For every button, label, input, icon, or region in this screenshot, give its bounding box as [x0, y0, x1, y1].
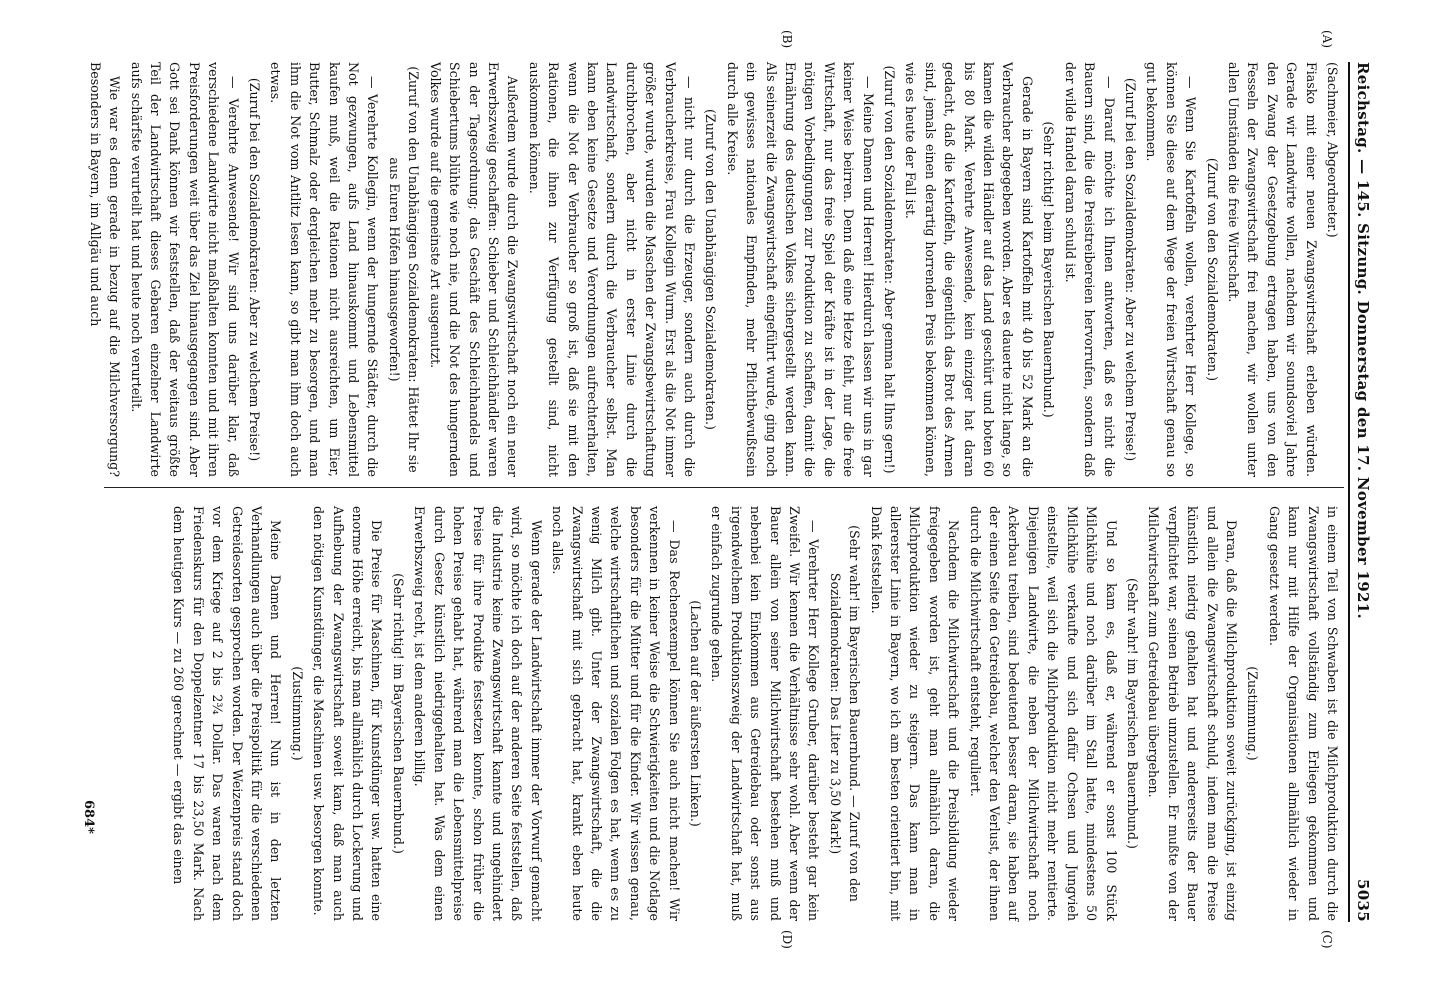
- page-number: 5035: [1354, 879, 1372, 922]
- interjection: (Zuruf von den Unabhängigen Sozialdemokraten: Hättet Ihr sie aus Euren Höfen hinausgeworfen!): [386, 66, 422, 473]
- paragraph: Außerdem wurde durch die Zwangswirtschaft noch ein neuer Erwerbszweig geschaffen: Schieber und Schleichhändler waren an der Tagesordnung; das Geschäft des Schleichhandels und Schiebertums blühte wie noch nie, und die Not des hungernden Volkes wurde auf die gemeinste Art ausgenutzt.: [427, 62, 521, 477]
- margin-marker-c: (C): [1320, 930, 1334, 949]
- page-header: [1354, 62, 1378, 922]
- paragraph: — Verehrter Herr Kollege Gruber, darüber besteht gar kein Zweifel. Wir kennen die Verhältnisse sehr wohl. Aber wenn der Bauer allein von seiner Milchwirtschaft bestehen muß und nebenbei kein Einkommen aus Getreidebau oder sonst aus irgendwelchem Produktionszweig der Landwirtschaft hat, muß er einfach zugrunde gehen.: [709, 506, 822, 921]
- interjection: (Zustimmung.): [289, 666, 305, 761]
- interjection: (Sehr richtig! beim Bayerischen Bauernbund.): [1041, 121, 1057, 418]
- paragraph: Wenn gerade der Landwirtschaft immer der Vorwurf gemacht wird, so möchte ich doch auf der anderen Seite feststellen, daß die Industrie keine Zwangswirtschaft kannte und ungehindert Preise für ihre Produkte festsetzen konnte, schon früher die hohen Preise gehabt hat, während man die Lebensmittelpreise durch Gesetz künstlich niedriggehalten hat. Was dem einen Erwerbszweig recht, ist dem anderen billig.: [412, 506, 544, 921]
- header-rule: [1348, 62, 1350, 922]
- left-column: [87, 62, 1342, 477]
- paragraph: Gerade in Bayern sind Kartoffeln mit 40 bis 52 Mark an die Verbraucher abgegeben worden. Aber es dauerte nicht lange, so kamen die wilden Händler auf das Land geschürt und boten 60 bis 80 Mark. Verehrte Anwesende, kein einziger hat daran gedacht, daß die Kartoffeln, die eigentlich das Brot des Armen sind, jemals einen derartig horrenden Preis bekommen können, wie es heute der Fall ist.: [903, 62, 1035, 477]
- header-title: Reichstag. — 145. Sitzung. Donnerstag den 17. November 1921.: [1354, 62, 1372, 619]
- paragraph: — Verehrte Kollegin, wenn der hungernde Städter, durch die Not gezwungen, aufs Land hinauskommt und Lebensmittel kaufen muß, weil die Rationen nicht ausreichten, um Eier, Butter, Schmalz oder dergleichen mehr zu besorgen, und man ihm die Not vom Antlitz lesen kann, so gibt man ihm doch auch etwas.: [268, 62, 381, 477]
- interjection: (Sehr wahr! im Bayerischen Bauernbund.): [1124, 578, 1140, 849]
- paragraph: Fiasko mit einer neuen Zwangswirtschaft erleben würden. Gerade wir Landwirte wollen, nachdem wir soundsoviel Jahre den Zwang der Gesetzgebung ertragen haben, uns von den Fesseln der Zwangswirtschaft frei machen, wir wollen unter allen Umständen die freie Wirtschaft.: [1225, 62, 1319, 477]
- interjection: (Sehr wahr! im Bayerischen Bauernbund. — Zuruf von den Sozialdemokraten: Das Liter zu 3,50 Mark!): [827, 525, 863, 902]
- interjection: (Lachen auf der äußersten Linken.): [688, 600, 703, 827]
- paragraph: Daran, daß die Milchproduktion soweit zurückging, ist einzig und allein die Zwangswirtschaft schuld, indem man die Preise künstlich niedrig gehalten hat und andererseits der Bauer verpflichtet war, seinen Betrieb umzustellen. Er mußte von der Milchwirtschaft zum Getreidebau übergehen.: [1146, 506, 1239, 921]
- paragraph: Nachdem die Milchwirtschaft und die Preisbildung wieder freigegeben worden ist, geht man allmählich daran, die Milchproduktion wieder zu steigern. Das kann man in allererster Linie in Bayern, wo ich am besten orientiert bin, mit Dank feststellen.: [868, 506, 962, 921]
- paragraph: in einem Teil von Schwaben ist die Milchproduktion durch die Zwangswirtschaft vollständig zum Erliegen gekommen und kann nur mit Hilfe der Organisationen allmählich wieder in Gang gesetzt werden.: [1266, 506, 1340, 921]
- paragraph: Wie war es denn gerade in bezug auf die Milchversorgung? Besonders in Bayern, im Allgäu und auch: [87, 62, 123, 477]
- paragraph: — Verehrte Anwesende! Wir sind uns darüber klar, daß verschiedene Landwirte nicht maßhalten konnten und mit ihren Preisforderungen weit über das Ziel hinausgegangen sind. Aber Gott sei Dank können wir feststellen, daß der weitaus größte Teil der Landwirtschaft dieses Gebaren einzelner Landwirte aufs schärfste verurteilt hat und heute noch verurteilt.: [128, 62, 241, 477]
- interjection: (Zuruf von den Sozialdemokraten.): [1204, 157, 1220, 382]
- paragraph: — Darauf möchte ich Ihnen antworten, daß es nicht die Bauern sind, die die Preistreibereien hervorrufen, sondern daß der wilde Handel daran schuld ist.: [1062, 62, 1117, 477]
- paragraph: — Das Rechenexempel können Sie auch nicht machen! Wir verkennen in keiner Weise die Schwierigkeiten und die Notlage besonders für die Mütter und für die Kinder. Wir wissen genau, welche wirtschaftlichen und sozialen Folgen es hat, wenn es zu wenig Milch gibt. Unter der Zwangswirtschaft, die die Zwangswirtschaft mit sich gebracht hat, krankt eben heute noch alles.: [550, 506, 682, 921]
- interjection: (Zuruf bei den Sozialdemokraten: Aber zu welchem Preise!): [1122, 77, 1138, 462]
- interjection: (Zuruf von den Unabhängigen Sozialdemokraten.): [703, 109, 719, 430]
- paragraph: (Sachmeier, Abgeordneter.): [1325, 62, 1340, 238]
- interjection: (Zustimmung.): [1245, 666, 1261, 761]
- paragraph: Und so kam es, daß er, während er sonst 100 Stück Milchkühe und noch darüber im Stall hatte, mindestens 50 Milchkühe verkaufte und sich dafür Ochsen und Jungvieh einstellte, weil sich die Milchproduktion nicht mehr rentierte. Diejenigen Landwirte, die neben der Milchwirtschaft noch Ackerbau treiben, sind bedeutend besser daran, sie haben auf der einen Seite den Getreidebau, welcher den Verlust, der ihnen durch die Milchwirtschaft entsteht, reguliert.: [967, 506, 1119, 921]
- paragraph: Meine Damen und Herren! Nun ist in den letzten Verhandlungen auch über die Preispolitik für die verschiedenen Getreidesorten gesprochen worden. Der Weizenpreis stand doch vor dem Kriege auf 2 bis 2¾ Dollar. Das waren nach dem Friedenskurs für den Doppelzentner 17 bis 23,50 Mark. Nach dem heutigen Kurs — zu 260 gerechnet — ergibt das einen: [171, 506, 284, 921]
- interjection: (Sehr richtig! im Bayerischen Bauernbund.): [390, 573, 406, 854]
- paragraph: Die Preise für Maschinen, für Kunstdünger usw. hatten eine enorme Höhe erreicht, bis man allmählich durch Lockerung und Aufhebung der Zwangswirtschaft soweit kam, daß man auch den nötigen Kunstdünger, die Maschinen usw. besorgen konnte.: [311, 506, 385, 921]
- interjection: (Zuruf von den Sozialdemokraten: Aber gemma halt Ihns gern!): [882, 65, 898, 474]
- right-column: [107, 506, 1342, 921]
- page-signature: 684*: [81, 800, 96, 834]
- interjection: (Zuruf bei den Sozialdemokraten: Aber zu welchem Preise!): [247, 77, 263, 462]
- margin-marker-b: (B): [780, 30, 794, 49]
- paragraph: — Wenn Sie Kartoffeln wollen, verehrter Herr Kollege, so können Sie diese auf dem Wege der freien Wirtschaft genau so gut bekommen.: [1144, 62, 1199, 477]
- paragraph: — nicht nur durch die Erzeuger, sondern auch durch die Verbraucherkreise, Frau Kollegin Wurm. Erst als die Not immer größer wurde, wurden die Maschen der Zwangsbewirtschaftung durchbrochen, aber nicht in erster Linie durch die Landwirtschaft, sondern durch die Verbraucher selbst. Man kann eben keine Gesetze und Verordnungen aufrechterhalten, wenn die Not der Verbraucher so groß ist, daß sie mit den Rationen, die ihnen zur Verfügung gestellt sind, nicht auskommen können.: [526, 62, 697, 477]
- margin-marker-a: (A): [1320, 30, 1334, 49]
- column-divider: [104, 487, 1344, 488]
- paragraph: — Meine Damen und Herren! Hierdurch lassen wir uns in gar keiner Weise beirren. Denn daß eine Hetze fehlt, nur die freie Wirtschaft, nur das freie Spiel der Kräfte ist in der Lage, die nötigen Vorbedingungen zur Produktion zu schaffen, damit die Ernährung des deutschen Volkes sichergestellt werden kann. Als seinerzeit die Zwangswirtschaft eingeführt wurde, ging noch ein gewisses nationales Empfinden, mehr Pflichtbewußtsein durch alle Kreise.: [724, 62, 876, 477]
- margin-marker-d: (D): [780, 930, 794, 949]
